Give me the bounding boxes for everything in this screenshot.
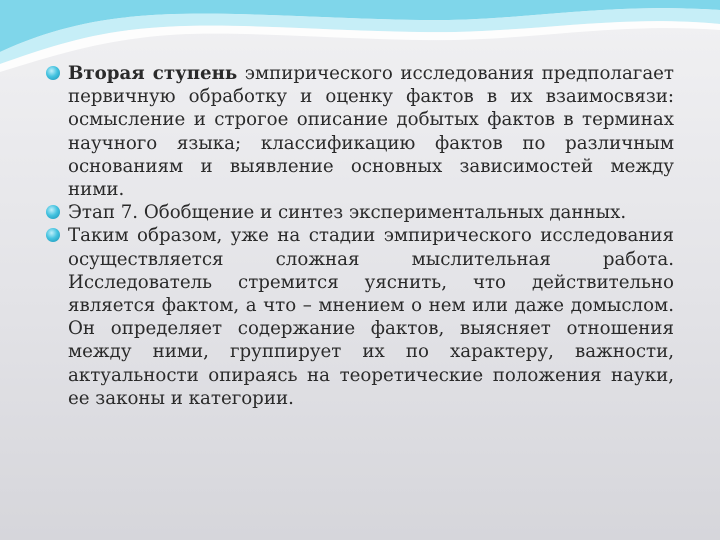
bullet-dot-icon — [46, 228, 60, 242]
bullet-item — [40, 201, 674, 224]
slide-content — [40, 62, 674, 410]
bullet-dot-icon — [46, 205, 60, 219]
bullet-text: Таким образом, уже на стадии эмпирического исследования осуществляется сложная мыслительная работа. Исследователь стремится уяснить, что действительно является фактом, а что – мнением о нем или даже домыслом. Он определяет содержание фактов, выясняет отношения между ними, группирует их по характеру, важности, актуальности опираясь на теоретические положения науки, ее законы и категории. — [68, 225, 674, 409]
bullet-text: эмпирического исследования предполагает первичную обработку и оценку фактов в их взаимосвязи: осмысление и строгое описание добытых фактов в терминах научного языка; классификацию фактов по различным основаниям и выявление основных зависимостей между ними. — [68, 63, 674, 201]
bullet-text: Этап 7. Обобщение и синтез экспериментальных данных. — [68, 202, 627, 224]
bullet-lead-bold: Вторая ступень — [68, 63, 238, 84]
bullet-dot-icon — [46, 66, 60, 80]
bullet-list — [40, 62, 674, 410]
bullet-item — [40, 62, 674, 201]
bullet-item — [40, 224, 674, 410]
